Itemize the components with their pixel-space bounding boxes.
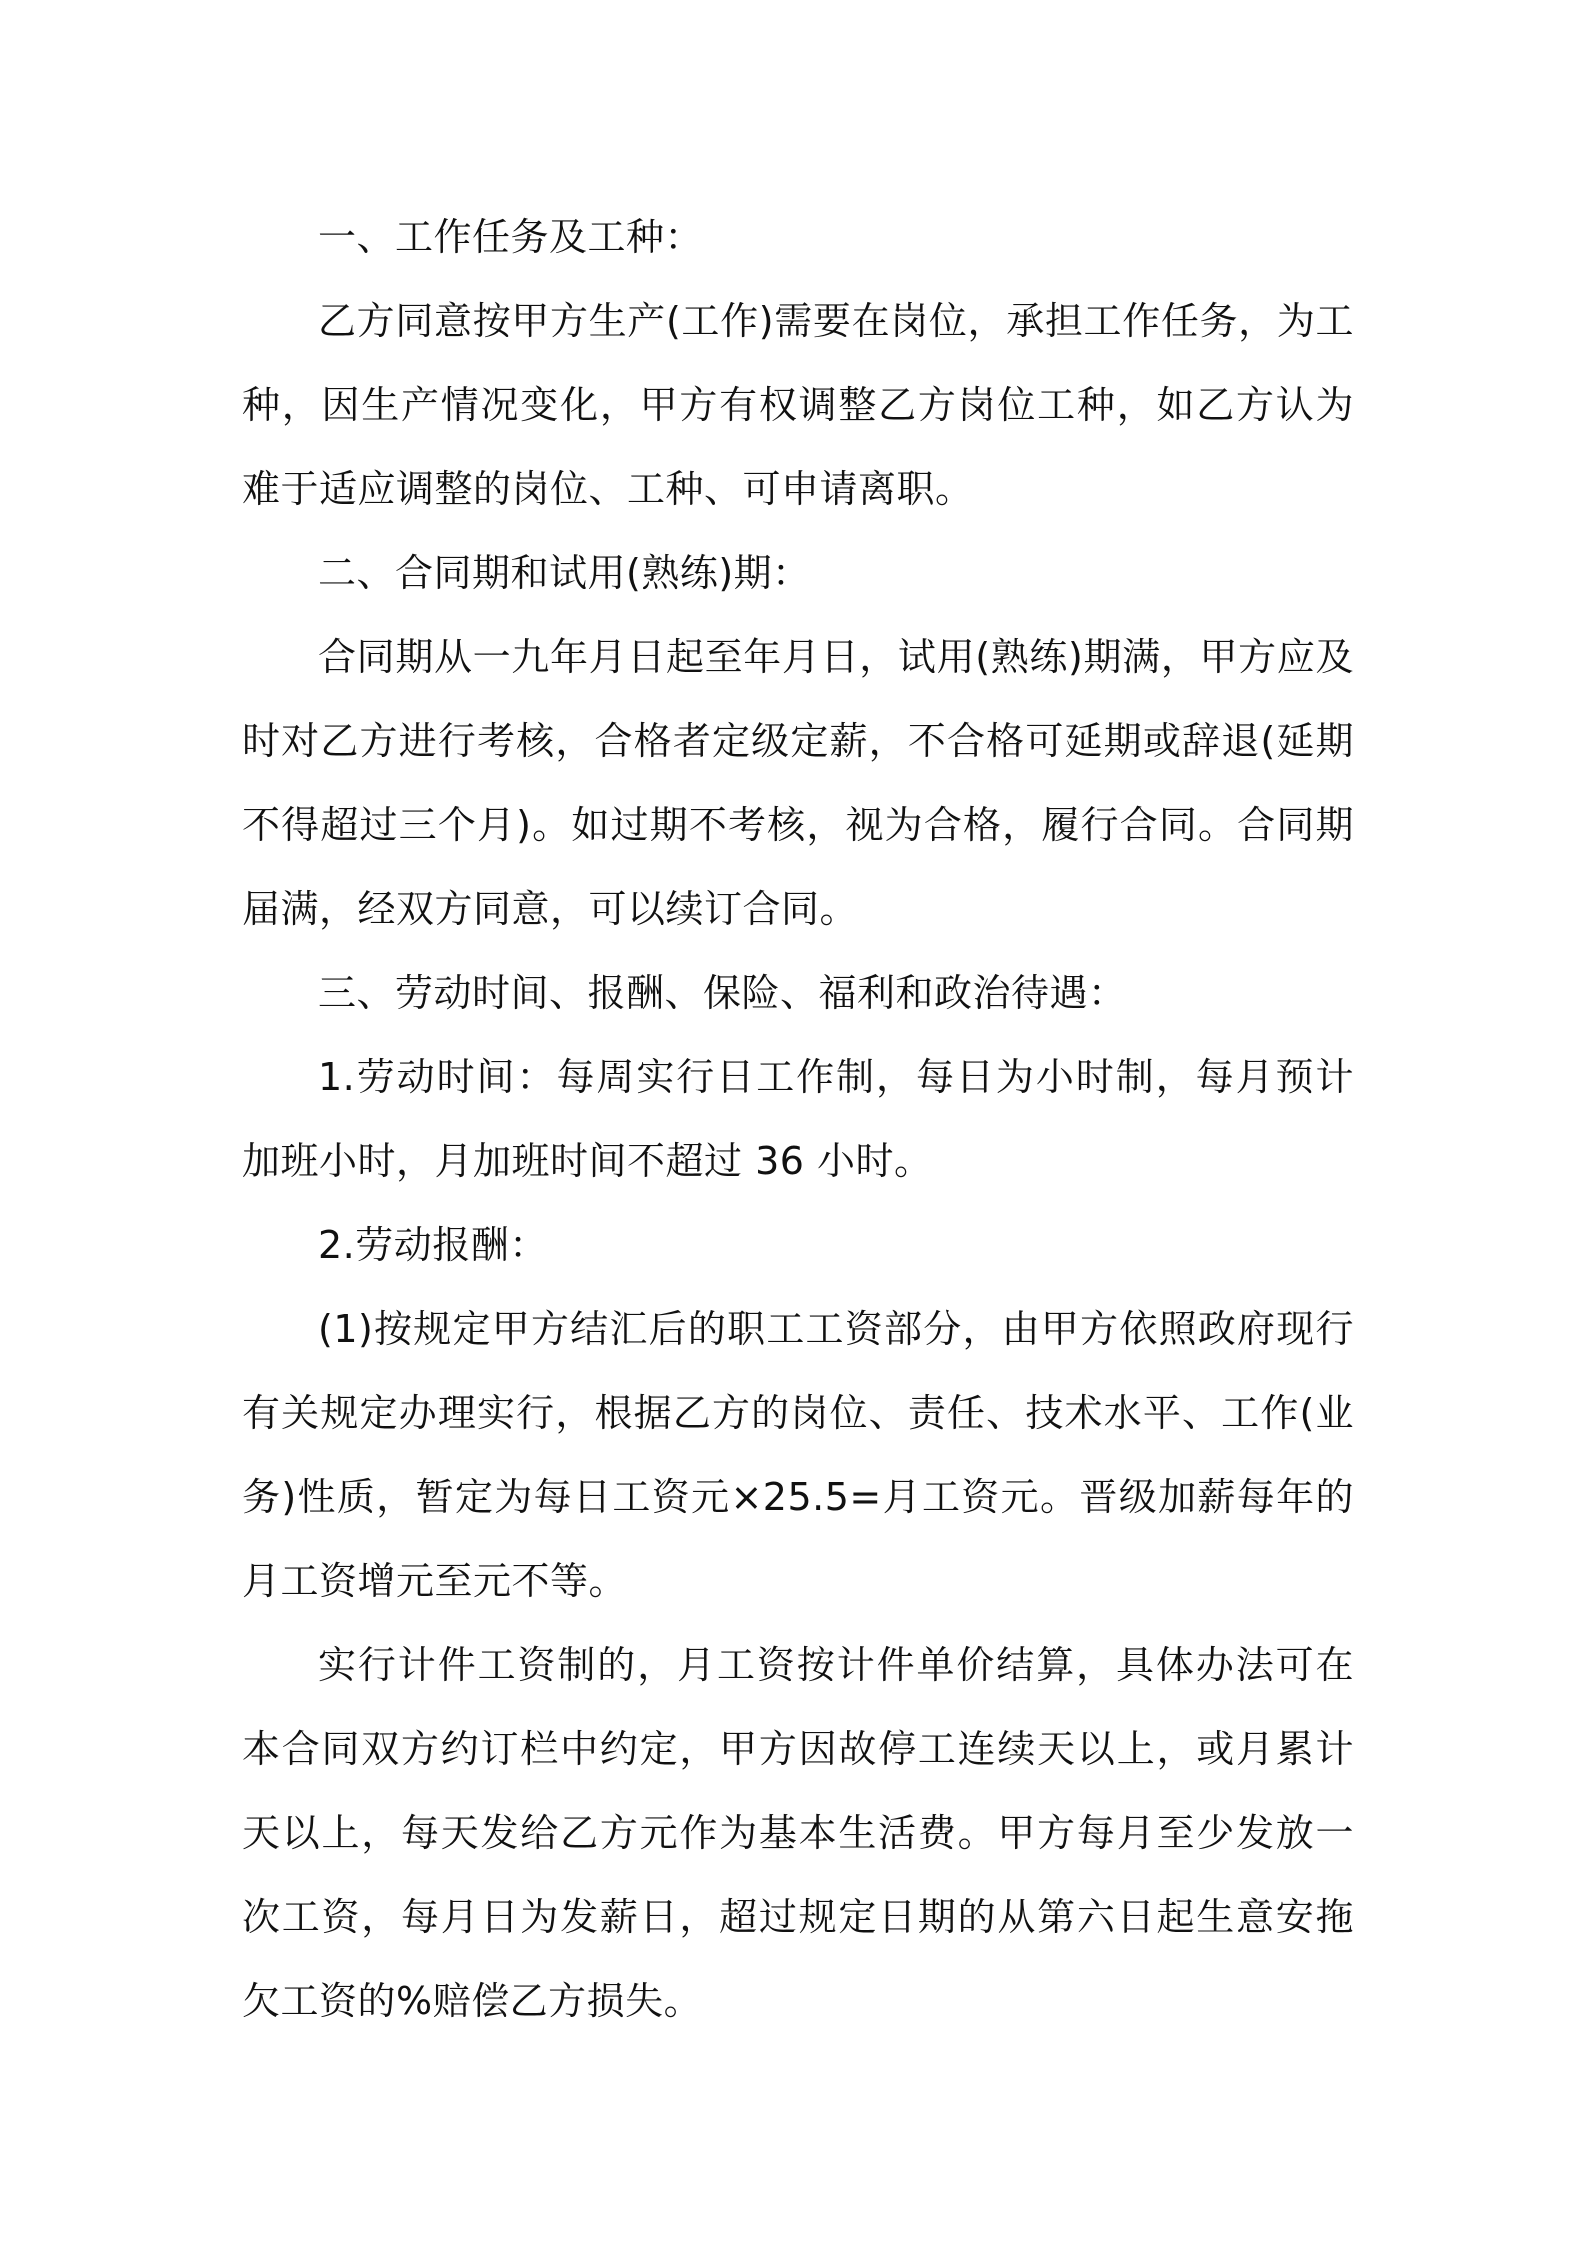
paragraph-piecework-wages: 实行计件工资制的，月工资按计件单价结算，具体办法可在本合同双方约订栏中约定，甲方因故停工连续天以上，或月累计天以上，每天发给乙方元作为基本生活费。甲方每月至少发放一次工资，每月日为发薪日，超过规定日期的从第六日起生意安拖欠工资的%赔偿乙方损失。 — [242, 1643, 1354, 2023]
paragraph-contract-period: 合同期从一九年月日起至年月日，试用(熟练)期满，甲方应及时对乙方进行考核，合格者定级定薪，不合格可延期或辞退(延期不得超过三个月)。如过期不考核，视为合格，履行合同。合同期届满，经双方同意，可以续订合同。 — [242, 635, 1354, 931]
section-heading-labor-time-pay: 三、劳动时间、报酬、保险、福利和政治待遇： — [318, 971, 1127, 1015]
document-page — [242, 195, 1354, 2043]
paragraph-work-tasks: 乙方同意按甲方生产(工作)需要在岗位，承担工作任务，为工种，因生产情况变化，甲方有权调整乙方岗位工种，如乙方认为难于适应调整的岗位、工种、可申请离职。 — [242, 299, 1354, 511]
section-heading-contract-period: 二、合同期和试用(熟练)期： — [318, 551, 811, 595]
subheading-labor-pay: 2.劳动报酬： — [318, 1223, 548, 1267]
paragraph-labor-time: 1.劳动时间：每周实行日工作制，每日为小时制，每月预计加班小时，月加班时间不超过 36 小时。 — [242, 1055, 1354, 1183]
section-heading-work-tasks: 一、工作任务及工种： — [318, 215, 704, 259]
paragraph-wage-rules: (1)按规定甲方结汇后的职工工资部分，由甲方依照政府现行有关规定办理实行，根据乙方的岗位、责任、技术水平、工作(业务)性质，暂定为每日工资元×25.5=月工资元。晋级加薪每年的月工资增元至元不等。 — [242, 1307, 1354, 1603]
